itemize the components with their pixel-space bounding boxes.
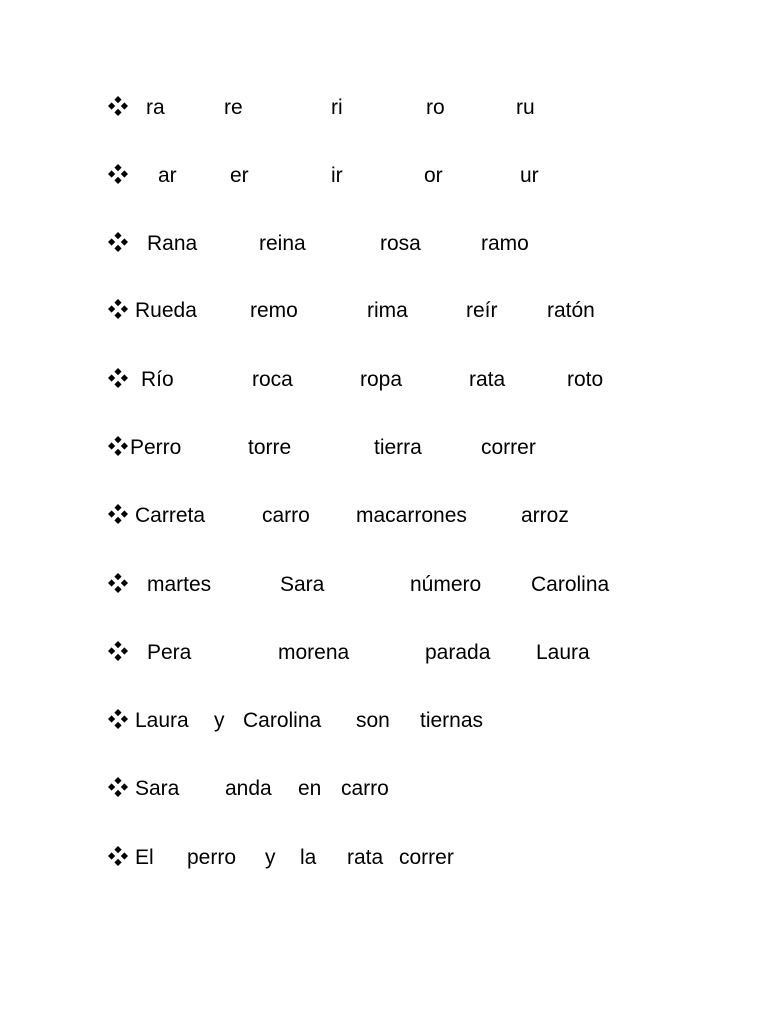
word: Pera xyxy=(147,641,192,664)
diamond-bullet-icon xyxy=(108,164,128,184)
word-line xyxy=(0,232,768,284)
word: martes xyxy=(147,573,212,596)
word: Carolina xyxy=(531,573,610,596)
word: correr xyxy=(481,436,536,459)
word-line xyxy=(0,846,768,898)
word: arroz xyxy=(521,504,569,527)
word: ar xyxy=(158,164,177,187)
word: Laura xyxy=(135,709,189,732)
word: morena xyxy=(278,641,350,664)
word: rata xyxy=(347,846,384,869)
word: Carreta xyxy=(135,504,206,527)
word: ru xyxy=(516,96,535,119)
word: Sara xyxy=(135,777,180,800)
word: ramo xyxy=(481,232,529,255)
word: y xyxy=(265,846,276,869)
word: ra xyxy=(146,96,165,119)
word-line xyxy=(0,504,768,556)
word: carro xyxy=(341,777,389,800)
word: anda xyxy=(225,777,272,800)
word: correr xyxy=(399,846,454,869)
word: Rueda xyxy=(135,299,197,322)
word: parada xyxy=(425,641,491,664)
diamond-bullet-icon xyxy=(108,504,128,524)
word: Río xyxy=(141,368,174,391)
diamond-bullet-icon xyxy=(108,709,128,729)
word: torre xyxy=(248,436,292,459)
word: rata xyxy=(469,368,506,391)
word: ir xyxy=(331,164,343,187)
word-line xyxy=(0,436,768,488)
word: tierra xyxy=(374,436,422,459)
word: or xyxy=(424,164,443,187)
word: tiernas xyxy=(420,709,484,732)
word: ropa xyxy=(360,368,403,391)
word: Sara xyxy=(280,573,325,596)
word: la xyxy=(300,846,317,869)
word-line xyxy=(0,368,768,420)
diamond-bullet-icon xyxy=(108,777,128,797)
word: Carolina xyxy=(243,709,322,732)
word: rima xyxy=(367,299,408,322)
word: remo xyxy=(250,299,298,322)
word: reír xyxy=(466,299,498,322)
word: Perro xyxy=(130,436,182,459)
word: perro xyxy=(187,846,237,869)
word: ur xyxy=(520,164,539,187)
word: y xyxy=(214,709,225,732)
word: número xyxy=(410,573,482,596)
word: son xyxy=(356,709,390,732)
diamond-bullet-icon xyxy=(108,368,128,388)
diamond-bullet-icon xyxy=(108,299,128,319)
diamond-bullet-icon xyxy=(108,96,128,116)
word: carro xyxy=(262,504,310,527)
word: macarrones xyxy=(356,504,467,527)
word: El xyxy=(135,846,154,869)
diamond-bullet-icon xyxy=(108,573,128,593)
word-line xyxy=(0,573,768,625)
word: en xyxy=(298,777,322,800)
word: er xyxy=(230,164,249,187)
word: ratón xyxy=(547,299,595,322)
diamond-bullet-icon xyxy=(108,232,128,252)
diamond-bullet-icon xyxy=(108,436,128,456)
word: reina xyxy=(259,232,306,255)
word-line xyxy=(0,641,768,693)
word: ri xyxy=(331,96,343,119)
word: ro xyxy=(426,96,445,119)
word-line xyxy=(0,96,768,148)
word-line xyxy=(0,709,768,761)
word-line xyxy=(0,777,768,829)
word: rosa xyxy=(380,232,421,255)
word-line xyxy=(0,164,768,216)
diamond-bullet-icon xyxy=(108,846,128,866)
word: roto xyxy=(567,368,604,391)
word-line xyxy=(0,299,768,351)
word: Rana xyxy=(147,232,198,255)
word: re xyxy=(224,96,243,119)
word: Laura xyxy=(536,641,590,664)
word: roca xyxy=(252,368,293,391)
diamond-bullet-icon xyxy=(108,641,128,661)
